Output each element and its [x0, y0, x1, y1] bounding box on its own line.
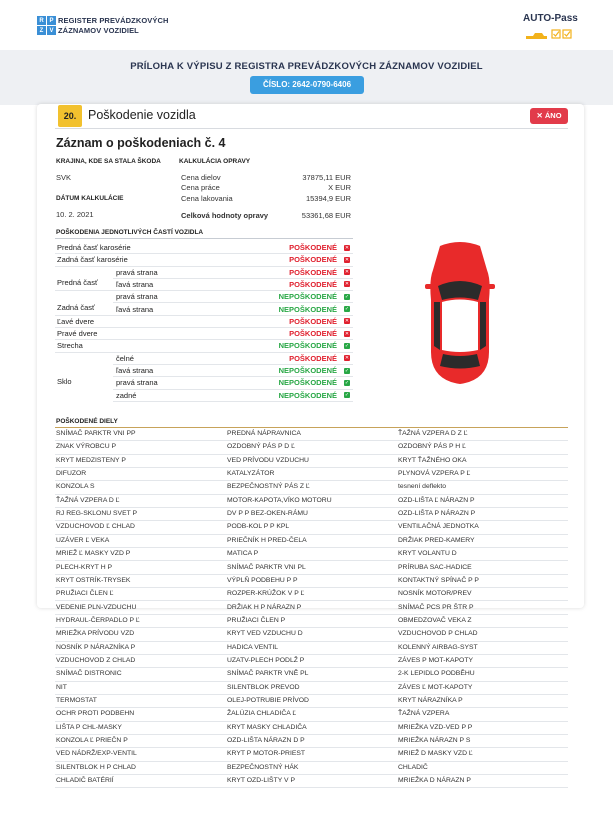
- x-square-icon: ✕: [536, 111, 543, 120]
- damaged-part-cell: PLYNOVÁ VZPERA P Ľ: [398, 470, 471, 478]
- section-title: Poškodenie vozidla: [88, 108, 196, 122]
- damaged-part-cell: KONZOLA Ľ PRIEČN P: [56, 737, 128, 745]
- part-damage-row: [55, 390, 353, 402]
- damage-flag-label: ÁNO: [544, 111, 562, 120]
- damaged-part-cell: SNÍMAČ PARKTR VNI PL: [227, 563, 306, 571]
- damaged-part-cell: KOLENNÝ AIRBAG-SYST: [398, 643, 478, 651]
- damaged-part-row: [55, 562, 568, 575]
- part-damage-row: [55, 267, 353, 279]
- part-status: NEPOŠKODENÉ: [278, 366, 337, 375]
- damaged-part-cell: VZDUCHOVOD Ľ CHLAD: [56, 523, 135, 531]
- damaged-part-row: [55, 521, 568, 534]
- logo-letter: V: [47, 26, 56, 35]
- damaged-part-cell: ROZPER-KRÚŽOK V P Ľ: [227, 590, 305, 598]
- document-number-badge: ČÍSLO: 2642-0790-6406: [250, 76, 364, 94]
- parts-damage-title: POŠKODENIA JEDNOTLIVÝCH ČASTÍ VOZIDLA: [56, 229, 204, 236]
- damaged-part-row: [55, 655, 568, 668]
- check-square-icon: ✓: [344, 293, 350, 300]
- damaged-part-cell: OZDOBNÝ PÁS P D Ľ: [227, 443, 295, 451]
- part-damage-row: [55, 279, 353, 291]
- part-status: NEPOŠKODENÉ: [278, 390, 337, 400]
- calc-date-label: DÁTUM KALKULÁCIE: [56, 195, 124, 202]
- damaged-part-cell: TERMOSTAT: [56, 697, 97, 704]
- damaged-part-cell: SNÍMAČ PCS PR ŠTR P: [398, 603, 474, 611]
- damaged-part-row: [55, 468, 568, 481]
- part-status: POŠKODENÉ: [289, 279, 337, 289]
- x-square-icon: ✕: [344, 244, 350, 251]
- part-group: Strecha: [57, 341, 83, 351]
- damaged-part-cell: SNÍMAČ PARKTR VNĚ PL: [227, 670, 309, 678]
- page-header: [0, 0, 613, 50]
- calc-date-value: 10. 2. 2021: [56, 210, 94, 219]
- part-damage-row: [55, 365, 353, 377]
- damaged-part-row: [55, 455, 568, 468]
- part-damage-row: [55, 377, 353, 389]
- damaged-part-row: [55, 695, 568, 708]
- document-title: PRÍLOHA K VÝPISU Z REGISTRA PREVÁDZKOVÝCH ZÁZNAMOV VOZIDIEL: [130, 61, 483, 72]
- damaged-part-cell: KRYT MEDZISTENY P: [56, 456, 126, 464]
- check-square-icon: ✓: [344, 367, 350, 374]
- registry-name-line1: REGISTER PREVÁDZKOVÝCH: [58, 16, 169, 25]
- damaged-part-cell: PRÍRUBA SAC-HADICE: [398, 563, 472, 571]
- damaged-part-cell: MRIEŽ Ľ MASKY VZD P: [56, 550, 131, 558]
- damaged-part-row: [55, 441, 568, 454]
- row-divider: [55, 787, 568, 788]
- divider: [55, 128, 568, 129]
- damaged-part-cell: VED PRÍVODU VZDUCHU: [227, 456, 309, 464]
- group-label: Sklo: [57, 377, 72, 386]
- damaged-part-cell: CHLADIČ: [398, 763, 428, 771]
- logo-letter: R: [37, 16, 46, 25]
- damaged-part-cell: RJ REG-SKLONU SVET P: [56, 510, 138, 518]
- x-square-icon: ✕: [344, 355, 350, 362]
- registry-name-line2: ZÁZNAMOV VOZIDIEL: [58, 26, 139, 35]
- country-label: KRAJINA, KDE SA STALA ŠKODA: [56, 158, 161, 165]
- windshield: [438, 281, 482, 300]
- damaged-part-cell: UZATV-PLECH PODLŽ P: [227, 656, 305, 664]
- x-square-icon: ✕: [344, 256, 350, 263]
- damaged-part-cell: KRYT NÁRAZNÍKA P: [398, 697, 463, 704]
- left-window: [434, 302, 440, 350]
- check-square-icon: ✓: [344, 379, 350, 386]
- damaged-part-cell: PREDNÁ NÁPRAVNICA: [227, 430, 301, 437]
- damaged-part-cell: KRYT OSTRÍK-TRYSEK: [56, 576, 131, 584]
- damaged-part-cell: OZD-LIŠTA NÁRAZN D P: [227, 737, 305, 745]
- x-square-icon: ✕: [344, 318, 350, 325]
- damaged-part-row: [55, 428, 568, 441]
- damaged-part-cell: NIT: [56, 683, 67, 691]
- cost-value: 37875,11 EUR: [302, 173, 351, 182]
- damaged-part-cell: VENTILAČNÁ JEDNOTKA: [398, 523, 479, 531]
- damaged-part-cell: OLEJ-POTRUBIE PRÍVOD: [227, 697, 309, 704]
- damaged-part-row: [55, 775, 568, 788]
- part-side: ľavá strana: [116, 279, 154, 289]
- damaged-part-cell: DIFUZOR: [56, 470, 87, 478]
- x-square-icon: ✕: [344, 269, 350, 276]
- damaged-part-row: [55, 682, 568, 695]
- damaged-part-row: [55, 748, 568, 761]
- part-status: POŠKODENÉ: [289, 316, 337, 326]
- part-side: pravá strana: [116, 378, 158, 388]
- damaged-part-row: [55, 628, 568, 641]
- part-damage-row: [55, 291, 353, 303]
- part-group: Predná časť karosérie: [57, 243, 131, 252]
- damaged-part-cell: PRIEČNÍK H PRED-ČELA: [227, 536, 307, 544]
- part-damage-row: [55, 254, 353, 266]
- damaged-part-cell: VZDUCHOVOD P CHLAD: [398, 630, 478, 638]
- damaged-parts-title: POŠKODENÉ DIELY: [56, 418, 118, 425]
- damaged-part-cell: NOSNÍK MOTOR/PREV: [398, 590, 472, 598]
- damaged-part-cell: HADICA VENTIL: [227, 643, 278, 651]
- logo-letter: Z: [37, 26, 46, 35]
- part-status: POŠKODENÉ: [289, 267, 337, 277]
- damaged-part-cell: KONZOLA S: [56, 483, 95, 491]
- part-side: pravá strana: [116, 292, 158, 302]
- left-mirror: [425, 284, 433, 289]
- damaged-part-row: [55, 535, 568, 548]
- damaged-part-cell: ŤAŽNÁ VZPERA D Z Ľ: [398, 430, 468, 437]
- damaged-part-cell: ZÁVES Ľ MOT-KAPOTY: [398, 683, 473, 691]
- damaged-part-row: [55, 602, 568, 615]
- damaged-part-cell: MRIEŽKA D NÁRAZN P: [398, 777, 471, 785]
- car-diagram: [425, 240, 495, 386]
- damaged-part-cell: HYDRAUL-ČERPADLO P Ľ: [56, 616, 140, 624]
- part-side: ľavá strana: [116, 304, 154, 314]
- part-status: POŠKODENÉ: [289, 329, 337, 339]
- damaged-part-cell: OZD-LIŠTA Ľ NÁRAZN P: [398, 496, 475, 504]
- damaged-part-cell: ŤAŽNÁ VZPERA D Ľ: [56, 496, 120, 504]
- damaged-part-cell: CHLADIČ BATÉRIÍ: [56, 777, 114, 785]
- damaged-part-row: [55, 588, 568, 601]
- x-square-icon: ✕: [344, 281, 350, 288]
- damaged-part-cell: DRŽIAK H P NÁRAZN P: [227, 603, 302, 611]
- damaged-part-cell: ŽALÚZIA CHLADIČA Ľ: [227, 710, 297, 718]
- country-value: SVK: [56, 173, 72, 182]
- damaged-part-row: [55, 722, 568, 735]
- damaged-part-row: [55, 708, 568, 721]
- cost-label: Cena práce: [181, 183, 220, 192]
- autopass-icons: [525, 28, 575, 40]
- damaged-part-cell: ZNAK VÝROBCU P: [56, 443, 117, 451]
- damaged-part-cell: ZÁVES P MOT-KAPOTY: [398, 656, 474, 664]
- damaged-part-cell: OZDOBNÝ PÁS P H Ľ: [398, 443, 466, 451]
- damaged-part-cell: KRYT MASKY CHLADIČA: [227, 723, 307, 731]
- damaged-part-cell: tesnení deflekto: [398, 483, 446, 491]
- damaged-part-cell: SNÍMAČ PARKTR VNI PP: [56, 430, 136, 437]
- damaged-part-cell: PRUŽIACI ČLEN Ľ: [56, 590, 114, 598]
- damaged-part-cell: VZDUCHOVOD Z CHLAD: [56, 656, 136, 664]
- damaged-part-cell: NOSNÍK P NÁRAZNÍKA P: [56, 643, 136, 651]
- checkbox-icon: [563, 30, 571, 38]
- part-group: Pravé dvere: [57, 329, 98, 339]
- car-key-icon: [526, 33, 547, 39]
- damaged-part-row: [55, 668, 568, 681]
- part-status: POŠKODENÉ: [289, 243, 337, 252]
- group-label: Predná časť: [57, 278, 98, 287]
- damaged-part-cell: KRYT VED VZDUCHU D: [227, 630, 303, 638]
- part-damage-row: [55, 242, 353, 254]
- damaged-part-row: [55, 735, 568, 748]
- part-group: Zadná časť karosérie: [57, 255, 128, 265]
- damaged-part-cell: SILENTBLOK H P CHLAD: [56, 763, 136, 771]
- damaged-part-cell: BEZPEČNOSTNÝ PÁS Z Ľ: [227, 483, 310, 491]
- damaged-part-cell: SILENTBLOK PREVOD: [227, 683, 300, 691]
- damaged-part-cell: ŤAŽNÁ VZPERA: [398, 710, 450, 718]
- part-status: NEPOŠKODENÉ: [278, 292, 337, 302]
- damaged-part-row: [55, 548, 568, 561]
- part-status: POŠKODENÉ: [289, 353, 337, 363]
- damaged-part-cell: DRŽIAK PRED-KAMERY: [398, 536, 475, 544]
- damaged-part-cell: VED NÁDRŽ/EXP-VENTIL: [56, 750, 137, 758]
- damaged-part-cell: SNÍMAČ DISTRONIC: [56, 670, 122, 678]
- roof: [442, 300, 478, 353]
- cost-value: 15394,9 EUR: [305, 194, 351, 203]
- divider: [55, 238, 353, 239]
- damaged-part-cell: KATALYZÁTOR: [227, 470, 275, 478]
- damaged-part-row: [55, 575, 568, 588]
- part-damage-row: [55, 304, 353, 316]
- damaged-part-cell: KRYT P MOTOR-PRIEST: [227, 750, 306, 758]
- part-damage-row: [55, 316, 353, 328]
- right-mirror: [487, 284, 495, 289]
- damaged-part-row: [55, 481, 568, 494]
- group-label: Zadná časť: [57, 303, 95, 312]
- damaged-part-cell: OZD-LIŠTA P NÁRAZN P: [398, 510, 476, 518]
- damaged-part-cell: PODB-KOL P P KPL: [227, 523, 290, 531]
- damaged-part-cell: MRIEŽKA VZD-VED P P: [398, 723, 473, 731]
- right-window: [480, 302, 486, 350]
- check-square-icon: ✓: [344, 392, 350, 399]
- check-square-icon: ✓: [344, 342, 350, 349]
- damaged-part-row: [55, 508, 568, 521]
- part-side: čelné: [116, 353, 134, 363]
- damaged-part-cell: UZÁVER Ľ VEKA: [56, 536, 110, 544]
- cost-label: Cena lakovania: [181, 194, 233, 203]
- damaged-part-cell: VÝPLŇ PODBEHU P P: [227, 576, 298, 584]
- rear-window: [440, 354, 480, 369]
- part-side: pravá strana: [116, 267, 158, 277]
- rpzv-logo: [37, 16, 55, 34]
- part-status: NEPOŠKODENÉ: [278, 378, 337, 388]
- calc-label: KALKULÁCIA OPRAVY: [179, 158, 251, 165]
- damaged-part-cell: MRIEŽKA NÁRAZN P S: [398, 737, 471, 745]
- damaged-part-cell: MRIEŽKA PRÍVODU VZD: [56, 630, 135, 638]
- damaged-part-cell: VEDENIE PLN-VZDUCHU: [56, 603, 137, 611]
- part-group: Ľavé dvere: [57, 316, 95, 326]
- damaged-part-cell: MOTOR-KAPOTA,VÍKO MOTORU: [227, 496, 332, 504]
- damaged-part-row: [55, 615, 568, 628]
- row-divider: [113, 401, 353, 402]
- x-square-icon: ✕: [344, 330, 350, 337]
- autopass-brand: AUTO-Pass: [523, 13, 578, 24]
- total-label: Celková hodnoty opravy: [181, 211, 269, 220]
- part-status: NEPOŠKODENÉ: [278, 341, 337, 351]
- damaged-part-cell: PLECH-KRYT H P: [56, 563, 113, 571]
- damaged-part-cell: BEZPEČNOSTNÝ HÁK: [227, 763, 299, 771]
- part-side: ľavá strana: [116, 366, 154, 375]
- damaged-part-cell: LIŠTA P CHL-MASKY: [56, 723, 122, 731]
- damage-flag-badge: [530, 108, 568, 124]
- damaged-part-cell: KRYT ŤAŽNÉHO OKA: [398, 456, 467, 464]
- part-side: zadné: [116, 390, 137, 400]
- damaged-part-cell: KRYT OZD-LIŠTY V P: [227, 777, 295, 785]
- damaged-part-cell: PRUŽIACI ČLEN P: [227, 616, 286, 624]
- damaged-part-cell: DV P P BEZ-OKEN-RÁMU: [227, 510, 308, 518]
- part-damage-row: [55, 328, 353, 340]
- damaged-part-cell: KRYT VOLANTU D: [398, 550, 457, 558]
- damaged-part-row: [55, 762, 568, 775]
- part-status: NEPOŠKODENÉ: [278, 304, 337, 314]
- part-status: POŠKODENÉ: [289, 255, 337, 265]
- record-title: Záznam o poškodeniach č. 4: [56, 136, 226, 150]
- part-damage-row: [55, 340, 353, 352]
- section-number: 20.: [58, 105, 82, 127]
- checkbox-icon: [552, 30, 560, 38]
- damaged-part-row: [55, 495, 568, 508]
- logo-letter: P: [47, 16, 56, 25]
- damaged-part-cell: 2-K LEPIDLO PODBĚHU: [398, 670, 475, 678]
- cost-value: X EUR: [328, 183, 351, 192]
- damaged-part-cell: KONTAKTNÝ SPÍNAČ P P: [398, 576, 479, 584]
- damaged-part-cell: OBMEDZOVAČ VEKA Z: [398, 616, 472, 624]
- damaged-part-cell: MATICA P: [227, 550, 259, 558]
- part-damage-row: [55, 353, 353, 365]
- damaged-part-cell: MRIEŽ D MASKY VZD Ľ: [398, 750, 473, 758]
- check-square-icon: ✓: [344, 306, 350, 312]
- damaged-part-cell: OCHR PROTI PODBEHN: [56, 710, 135, 718]
- damaged-part-row: [55, 642, 568, 655]
- cost-label: Cena dielov: [181, 173, 221, 182]
- total-value: 53361,68 EUR: [301, 211, 351, 220]
- registry-name: [58, 16, 169, 36]
